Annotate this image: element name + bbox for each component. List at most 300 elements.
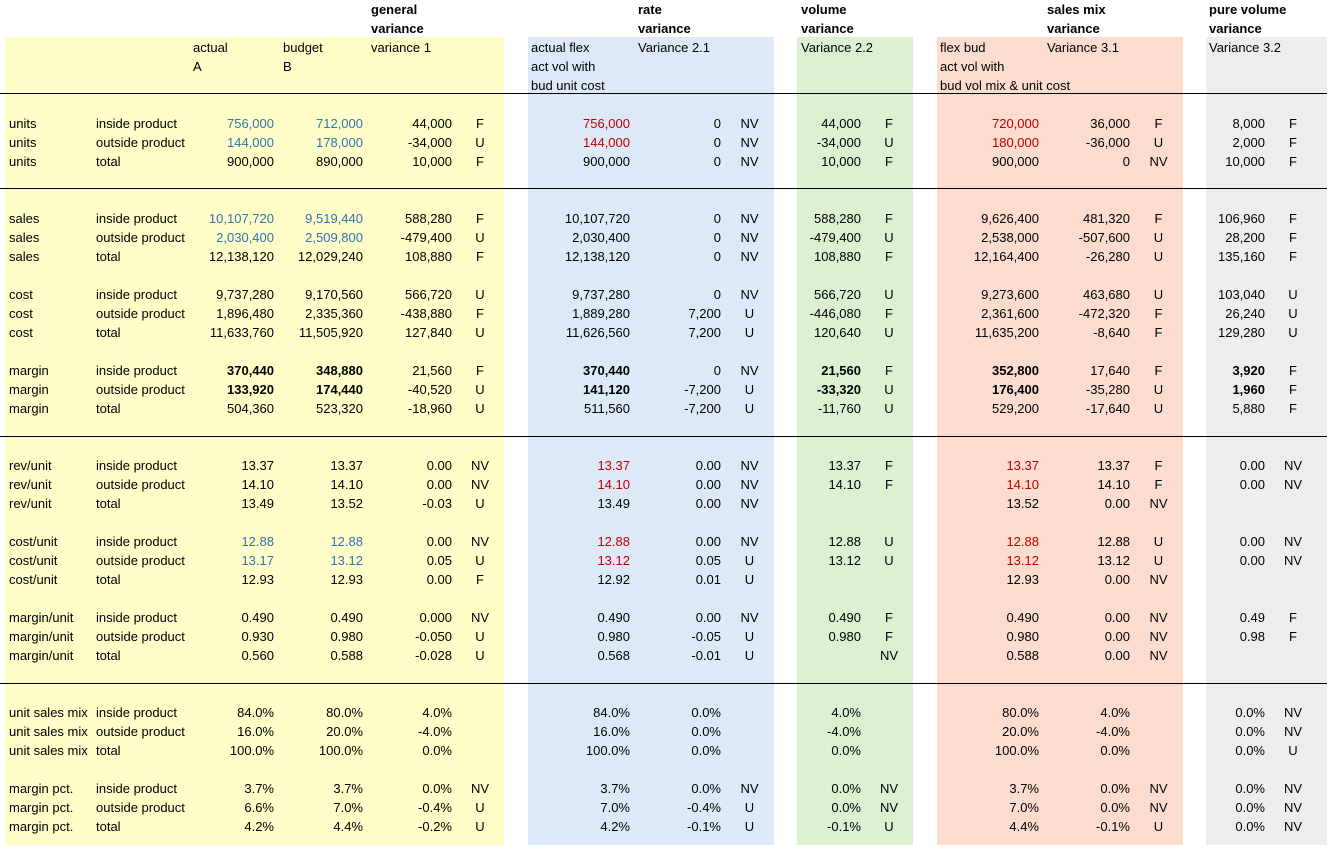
cell-label[interactable]: rev/unit: [9, 496, 52, 511]
cell-actual[interactable]: 13.37: [241, 458, 274, 473]
cell-actual[interactable]: 756,000: [227, 116, 274, 131]
cell-var32[interactable]: 26,240: [1225, 306, 1265, 321]
cell-var31[interactable]: -0.1%: [1096, 819, 1130, 834]
cell-budget[interactable]: 7.0%: [333, 800, 363, 815]
cell-actual[interactable]: 6.6%: [244, 800, 274, 815]
cell-var31[interactable]: -472,320: [1078, 306, 1130, 321]
cell-var31fl[interactable]: F: [1154, 363, 1163, 378]
header-cell[interactable]: volume: [801, 2, 847, 17]
cell-actual[interactable]: 2,030,400: [216, 230, 274, 245]
cell-var32fl[interactable]: F: [1289, 382, 1297, 397]
cell-label[interactable]: cost: [9, 287, 33, 302]
cell-label[interactable]: margin: [9, 401, 49, 416]
cell-label[interactable]: units: [9, 154, 37, 169]
cell-var21fl[interactable]: NV: [740, 534, 759, 549]
cell-flexbud[interactable]: 2,538,000: [981, 230, 1039, 245]
cell-var21fl[interactable]: NV: [740, 781, 759, 796]
cell-var31fl[interactable]: F: [1154, 116, 1163, 131]
cell-product[interactable]: outside product: [96, 230, 185, 245]
cell-var21[interactable]: 0.00: [695, 477, 721, 492]
cell-var1[interactable]: -0.028: [415, 648, 452, 663]
cell-product[interactable]: inside product: [96, 458, 177, 473]
cell-var21fl[interactable]: NV: [740, 496, 759, 511]
cell-var22[interactable]: [797, 646, 861, 665]
cell-var32fl[interactable]: NV: [1283, 458, 1303, 473]
cell-var1fl[interactable]: F: [476, 116, 484, 131]
cell-flex[interactable]: 13.12: [597, 553, 630, 568]
header-cell[interactable]: Variance 3.1: [1047, 40, 1120, 55]
header-cell[interactable]: bud vol mix & unit cost: [940, 78, 1071, 93]
cell-var21fl[interactable]: U: [744, 382, 755, 397]
cell-var31fl[interactable]: F: [1154, 306, 1163, 321]
cell-var22fl[interactable]: U: [884, 553, 894, 568]
cell-product[interactable]: outside product: [96, 800, 185, 815]
cell-budget[interactable]: 9,519,440: [305, 211, 363, 226]
header-cell[interactable]: actual flex: [531, 40, 590, 55]
cell-var22fl[interactable]: [865, 494, 913, 513]
cell-budget[interactable]: 12.93: [330, 572, 363, 587]
cell-var32fl[interactable]: F: [1289, 211, 1297, 226]
cell-var22[interactable]: 21,560: [821, 363, 861, 378]
cell-var21fl[interactable]: U: [744, 553, 755, 568]
cell-product[interactable]: inside product: [96, 116, 177, 131]
cell-var31fl[interactable]: U: [1153, 534, 1164, 549]
cell-flex[interactable]: 84.0%: [593, 705, 630, 720]
header-cell[interactable]: bud unit cost: [531, 78, 605, 93]
cell-var21fl[interactable]: NV: [740, 230, 759, 245]
cell-var22fl[interactable]: U: [884, 534, 894, 549]
cell-flex[interactable]: 12,138,120: [564, 249, 630, 264]
cell-var1fl[interactable]: F: [476, 211, 484, 226]
cell-flexbud[interactable]: 9,626,400: [981, 211, 1039, 226]
cell-var1[interactable]: -18,960: [407, 401, 452, 416]
cell-flexbud[interactable]: 100.0%: [994, 743, 1039, 758]
cell-label[interactable]: margin pct.: [9, 800, 74, 815]
cell-actual[interactable]: 370,440: [227, 363, 274, 378]
cell-flex[interactable]: 12.92: [597, 572, 630, 587]
cell-var32[interactable]: 0.0%: [1235, 819, 1265, 834]
cell-var1fl[interactable]: [456, 741, 504, 760]
cell-var21[interactable]: 0: [713, 116, 721, 131]
cell-actual[interactable]: 13.17: [241, 553, 274, 568]
cell-var32fl[interactable]: NV: [1283, 553, 1303, 568]
header-cell[interactable]: B: [283, 59, 292, 74]
cell-var21[interactable]: 0: [713, 211, 721, 226]
cell-var21fl[interactable]: U: [744, 572, 755, 587]
cell-var31[interactable]: -4.0%: [1096, 724, 1130, 739]
cell-var22[interactable]: 120,640: [814, 325, 861, 340]
cell-flexbud[interactable]: 80.0%: [1002, 705, 1039, 720]
cell-var22fl[interactable]: U: [884, 230, 894, 245]
cell-label[interactable]: cost/unit: [9, 572, 58, 587]
cell-var22fl[interactable]: F: [885, 249, 893, 264]
cell-var1fl[interactable]: F: [476, 363, 484, 378]
cell-budget[interactable]: 2,335,360: [305, 306, 363, 321]
cell-var22fl[interactable]: NV: [879, 800, 899, 815]
cell-var22fl[interactable]: F: [885, 629, 893, 644]
cell-var31[interactable]: 0.0%: [1100, 743, 1130, 758]
cell-var1fl[interactable]: NV: [470, 610, 490, 625]
cell-var21[interactable]: -0.4%: [687, 800, 721, 815]
cell-product[interactable]: inside product: [96, 363, 177, 378]
cell-var21[interactable]: 0: [713, 287, 721, 302]
cell-var21fl[interactable]: NV: [740, 287, 759, 302]
cell-product[interactable]: outside product: [96, 477, 185, 492]
cell-var32fl[interactable]: U: [1288, 743, 1298, 758]
cell-flex[interactable]: 0.490: [597, 610, 630, 625]
cell-var22[interactable]: -34,000: [816, 135, 861, 150]
cell-var1fl[interactable]: NV: [470, 781, 490, 796]
cell-var21fl[interactable]: [725, 741, 774, 760]
cell-var31fl[interactable]: U: [1153, 553, 1164, 568]
cell-budget[interactable]: 712,000: [316, 116, 363, 131]
cell-var22[interactable]: [797, 570, 861, 589]
cell-var31fl[interactable]: U: [1153, 230, 1164, 245]
header-cell[interactable]: sales mix: [1047, 2, 1106, 17]
cell-actual[interactable]: 16.0%: [237, 724, 274, 739]
cell-product[interactable]: inside product: [96, 287, 177, 302]
cell-var31[interactable]: 0.00: [1104, 610, 1130, 625]
cell-flexbud[interactable]: 176,400: [992, 382, 1039, 397]
cell-label[interactable]: unit sales mix: [9, 743, 88, 758]
cell-var1fl[interactable]: F: [476, 154, 484, 169]
cell-var1[interactable]: 0.05: [426, 553, 452, 568]
cell-var1[interactable]: 0.0%: [422, 781, 452, 796]
cell-var1fl[interactable]: U: [475, 382, 485, 397]
cell-product[interactable]: total: [96, 249, 121, 264]
cell-var31[interactable]: 0.00: [1104, 496, 1130, 511]
cell-var22fl[interactable]: F: [885, 211, 893, 226]
cell-budget[interactable]: 890,000: [316, 154, 363, 169]
cell-var22fl[interactable]: F: [885, 306, 893, 321]
cell-var1[interactable]: 108,880: [405, 249, 452, 264]
cell-flexbud[interactable]: 720,000: [992, 116, 1039, 131]
cell-flex[interactable]: 900,000: [583, 154, 630, 169]
cell-var21fl[interactable]: NV: [740, 154, 759, 169]
cell-var1fl[interactable]: F: [476, 249, 484, 264]
cell-var31fl[interactable]: NV: [1149, 781, 1168, 796]
cell-budget[interactable]: 0.588: [330, 648, 363, 663]
cell-var22fl[interactable]: F: [885, 610, 893, 625]
cell-flexbud[interactable]: 0.980: [1006, 629, 1039, 644]
cell-var32fl[interactable]: F: [1289, 401, 1297, 416]
cell-var32[interactable]: 28,200: [1225, 230, 1265, 245]
cell-actual[interactable]: 12,138,120: [208, 249, 274, 264]
header-cell[interactable]: variance: [1209, 21, 1262, 36]
cell-flex[interactable]: 9,737,280: [572, 287, 630, 302]
cell-var21[interactable]: 0.0%: [691, 724, 721, 739]
cell-var21fl[interactable]: U: [744, 306, 755, 321]
cell-flex[interactable]: 756,000: [583, 116, 630, 131]
cell-var32[interactable]: 129,280: [1218, 325, 1265, 340]
cell-flex[interactable]: 4.2%: [600, 819, 630, 834]
cell-var32fl[interactable]: U: [1288, 306, 1298, 321]
cell-var22fl[interactable]: U: [884, 135, 894, 150]
cell-flex[interactable]: 144,000: [583, 135, 630, 150]
cell-var21[interactable]: -7,200: [684, 382, 721, 397]
cell-var1fl[interactable]: [456, 722, 504, 741]
cell-var31fl[interactable]: NV: [1149, 610, 1168, 625]
cell-actual[interactable]: 133,920: [227, 382, 274, 397]
cell-var32[interactable]: 2,000: [1232, 135, 1265, 150]
cell-var1fl[interactable]: U: [475, 325, 485, 340]
cell-var32[interactable]: 0.0%: [1235, 781, 1265, 796]
header-cell[interactable]: actual: [193, 40, 228, 55]
cell-var21fl[interactable]: U: [744, 325, 755, 340]
cell-actual[interactable]: 11,633,760: [209, 325, 274, 340]
cell-flex[interactable]: 14.10: [597, 477, 630, 492]
cell-var1fl[interactable]: NV: [470, 534, 490, 549]
cell-var1fl[interactable]: F: [476, 572, 484, 587]
cell-flexbud[interactable]: 14.10: [1006, 477, 1039, 492]
cell-actual[interactable]: 12.93: [241, 572, 274, 587]
cell-var31[interactable]: -35,280: [1085, 382, 1130, 397]
cell-flexbud[interactable]: 0.588: [1006, 648, 1039, 663]
header-cell[interactable]: act vol with: [940, 59, 1005, 74]
cell-budget[interactable]: 174,440: [316, 382, 363, 397]
cell-flexbud[interactable]: 0.490: [1006, 610, 1039, 625]
cell-var32[interactable]: 0.0%: [1235, 743, 1265, 758]
cell-var31[interactable]: 12.88: [1097, 534, 1130, 549]
cell-flexbud[interactable]: 529,200: [992, 401, 1039, 416]
cell-var31fl[interactable]: F: [1154, 477, 1163, 492]
cell-actual[interactable]: 100.0%: [229, 743, 274, 758]
cell-var32[interactable]: [1206, 570, 1265, 589]
cell-var21[interactable]: 7,200: [688, 306, 721, 321]
cell-var22[interactable]: -4.0%: [827, 724, 861, 739]
cell-product[interactable]: total: [96, 648, 121, 663]
cell-var32fl[interactable]: F: [1289, 629, 1297, 644]
cell-var21fl[interactable]: NV: [740, 363, 759, 378]
cell-label[interactable]: margin/unit: [9, 629, 74, 644]
cell-var21[interactable]: 0.00: [695, 496, 721, 511]
cell-var32fl[interactable]: F: [1289, 610, 1297, 625]
cell-product[interactable]: total: [96, 743, 121, 758]
cell-var32[interactable]: 0.00: [1239, 534, 1265, 549]
cell-var32fl[interactable]: F: [1289, 249, 1297, 264]
cell-budget[interactable]: 13.12: [330, 553, 363, 568]
cell-var21[interactable]: 0: [713, 249, 721, 264]
cell-var21fl[interactable]: U: [744, 648, 755, 663]
cell-var31[interactable]: 0.00: [1104, 648, 1130, 663]
cell-var22[interactable]: -11,760: [817, 401, 861, 416]
cell-actual[interactable]: 4.2%: [244, 819, 274, 834]
header-cell[interactable]: variance: [1047, 21, 1100, 36]
cell-var22[interactable]: 13.37: [828, 458, 861, 473]
cell-label[interactable]: margin: [9, 382, 49, 397]
cell-label[interactable]: sales: [9, 249, 40, 264]
cell-var22fl[interactable]: U: [884, 819, 894, 834]
cell-var32[interactable]: [1206, 646, 1265, 665]
cell-var22fl[interactable]: NV: [879, 781, 899, 796]
cell-var22[interactable]: 13.12: [828, 553, 861, 568]
cell-var31fl[interactable]: NV: [1149, 572, 1168, 587]
cell-var22[interactable]: 44,000: [821, 116, 861, 131]
cell-var22fl[interactable]: F: [885, 154, 893, 169]
cell-var32fl[interactable]: F: [1289, 154, 1297, 169]
header-cell[interactable]: act vol with: [531, 59, 596, 74]
cell-budget[interactable]: 178,000: [316, 135, 363, 150]
cell-var31[interactable]: -507,600: [1078, 230, 1130, 245]
cell-var21[interactable]: -0.01: [691, 648, 721, 663]
cell-var1[interactable]: 566,720: [405, 287, 452, 302]
cell-var32fl[interactable]: F: [1289, 230, 1297, 245]
cell-flex[interactable]: 3.7%: [600, 781, 630, 796]
cell-var22[interactable]: 12.88: [828, 534, 861, 549]
cell-flex[interactable]: 141,120: [583, 382, 630, 397]
cell-flexbud[interactable]: 4.4%: [1009, 819, 1039, 834]
cell-var22[interactable]: 108,880: [814, 249, 861, 264]
cell-var31fl[interactable]: F: [1154, 458, 1163, 473]
cell-var22[interactable]: 4.0%: [831, 705, 861, 720]
cell-product[interactable]: total: [96, 819, 121, 834]
cell-actual[interactable]: 0.490: [241, 610, 274, 625]
cell-budget[interactable]: 348,880: [316, 363, 363, 378]
cell-var21[interactable]: 0: [713, 154, 721, 169]
cell-var22fl[interactable]: U: [884, 325, 894, 340]
cell-label[interactable]: sales: [9, 211, 40, 226]
cell-var22[interactable]: 0.0%: [831, 781, 861, 796]
cell-var31[interactable]: 0: [1122, 154, 1130, 169]
cell-flex[interactable]: 7.0%: [600, 800, 630, 815]
cell-var1fl[interactable]: U: [475, 819, 485, 834]
header-cell[interactable]: budget: [283, 40, 323, 55]
cell-product[interactable]: outside product: [96, 724, 185, 739]
cell-var21[interactable]: -0.1%: [687, 819, 721, 834]
cell-var22fl[interactable]: U: [884, 382, 894, 397]
cell-var31[interactable]: 0.0%: [1100, 781, 1130, 796]
cell-var31fl[interactable]: U: [1153, 249, 1164, 264]
cell-var21fl[interactable]: NV: [740, 249, 759, 264]
cell-budget[interactable]: 12.88: [330, 534, 363, 549]
cell-var32fl[interactable]: [1269, 646, 1317, 665]
cell-var31[interactable]: 0.0%: [1100, 800, 1130, 815]
cell-var1[interactable]: 0.0%: [422, 743, 452, 758]
cell-var1[interactable]: 0.00: [426, 477, 452, 492]
cell-flexbud[interactable]: 12.88: [1006, 534, 1039, 549]
header-cell[interactable]: flex bud: [940, 40, 986, 55]
cell-var1[interactable]: -40,520: [407, 382, 452, 397]
cell-label[interactable]: unit sales mix: [9, 705, 88, 720]
cell-flexbud[interactable]: 352,800: [992, 363, 1039, 378]
cell-label[interactable]: margin/unit: [9, 648, 74, 663]
cell-var21fl[interactable]: U: [744, 401, 755, 416]
cell-var21[interactable]: 0.00: [695, 458, 721, 473]
cell-flex[interactable]: 10,107,720: [564, 211, 630, 226]
cell-budget[interactable]: 20.0%: [326, 724, 363, 739]
cell-label[interactable]: margin/unit: [9, 610, 74, 625]
cell-actual[interactable]: 14.10: [241, 477, 274, 492]
cell-actual[interactable]: 144,000: [227, 135, 274, 150]
cell-var32[interactable]: 103,040: [1218, 287, 1265, 302]
cell-var32fl[interactable]: NV: [1283, 477, 1303, 492]
cell-var32fl[interactable]: NV: [1283, 800, 1303, 815]
cell-var31fl[interactable]: F: [1154, 211, 1163, 226]
cell-var22[interactable]: 0.490: [828, 610, 861, 625]
cell-var22[interactable]: -446,080: [809, 306, 861, 321]
cell-label[interactable]: sales: [9, 230, 40, 245]
cell-var32[interactable]: 0.0%: [1235, 800, 1265, 815]
cell-var21[interactable]: 0.0%: [691, 781, 721, 796]
cell-actual[interactable]: 84.0%: [237, 705, 274, 720]
cell-var31[interactable]: -8,640: [1093, 325, 1130, 340]
cell-var21[interactable]: 7,200: [688, 325, 721, 340]
header-cell[interactable]: variance: [638, 21, 691, 36]
header-cell[interactable]: Variance 3.2: [1209, 40, 1282, 55]
cell-var1[interactable]: -0.4%: [418, 800, 452, 815]
cell-actual[interactable]: 0.930: [241, 629, 274, 644]
cell-var31fl[interactable]: NV: [1149, 648, 1168, 663]
cell-var1fl[interactable]: U: [475, 401, 485, 416]
cell-var22fl[interactable]: U: [884, 287, 894, 302]
cell-budget[interactable]: 11,505,920: [298, 325, 363, 340]
cell-var22fl[interactable]: F: [885, 363, 893, 378]
cell-var1fl[interactable]: [456, 703, 504, 722]
cell-var31fl[interactable]: U: [1153, 819, 1164, 834]
cell-var22[interactable]: [797, 494, 861, 513]
cell-var21[interactable]: 0.00: [695, 610, 721, 625]
cell-var32fl[interactable]: [1269, 494, 1317, 513]
cell-flex[interactable]: 12.88: [597, 534, 630, 549]
cell-var22[interactable]: 588,280: [814, 211, 861, 226]
cell-product[interactable]: inside product: [96, 610, 177, 625]
cell-flex[interactable]: 100.0%: [585, 743, 630, 758]
cell-budget[interactable]: 100.0%: [318, 743, 363, 758]
cell-flex[interactable]: 2,030,400: [572, 230, 630, 245]
cell-flexbud[interactable]: 11,635,200: [974, 325, 1039, 340]
cell-var1fl[interactable]: NV: [470, 458, 490, 473]
cell-var1[interactable]: 0.000: [419, 610, 452, 625]
cell-flexbud[interactable]: 13.37: [1006, 458, 1039, 473]
cell-var21[interactable]: -7,200: [684, 401, 721, 416]
cell-var1[interactable]: 21,560: [412, 363, 452, 378]
cell-var21[interactable]: 0: [713, 230, 721, 245]
cell-var21[interactable]: 0.00: [695, 534, 721, 549]
cell-var22[interactable]: 14.10: [828, 477, 861, 492]
cell-var31[interactable]: -26,280: [1085, 249, 1130, 264]
cell-var22fl[interactable]: [865, 703, 913, 722]
cell-var21[interactable]: 0.05: [695, 553, 721, 568]
cell-flexbud[interactable]: 180,000: [992, 135, 1039, 150]
cell-var1[interactable]: 0.00: [426, 572, 452, 587]
cell-var1fl[interactable]: U: [475, 648, 485, 663]
cell-product[interactable]: outside product: [96, 135, 185, 150]
cell-actual[interactable]: 504,360: [227, 401, 274, 416]
cell-var21fl[interactable]: NV: [740, 477, 759, 492]
cell-flexbud[interactable]: 3.7%: [1009, 781, 1039, 796]
cell-actual[interactable]: 1,896,480: [216, 306, 274, 321]
cell-product[interactable]: total: [96, 154, 121, 169]
cell-var32[interactable]: 0.0%: [1235, 705, 1265, 720]
cell-flex[interactable]: 11,626,560: [565, 325, 630, 340]
cell-label[interactable]: unit sales mix: [9, 724, 88, 739]
cell-var31fl[interactable]: NV: [1149, 800, 1168, 815]
cell-var31fl[interactable]: [1134, 741, 1183, 760]
cell-var32fl[interactable]: NV: [1283, 534, 1303, 549]
cell-product[interactable]: inside product: [96, 211, 177, 226]
cell-var32fl[interactable]: NV: [1283, 724, 1303, 739]
cell-var21[interactable]: 0.01: [695, 572, 721, 587]
cell-var22fl[interactable]: F: [885, 116, 893, 131]
cell-var1fl[interactable]: U: [475, 230, 485, 245]
cell-var32[interactable]: 0.98: [1239, 629, 1265, 644]
cell-actual[interactable]: 10,107,720: [208, 211, 274, 226]
cell-var1[interactable]: -438,880: [400, 306, 452, 321]
cell-var22[interactable]: 10,000: [821, 154, 861, 169]
cell-flex[interactable]: 16.0%: [593, 724, 630, 739]
cell-var1[interactable]: 0.00: [426, 458, 452, 473]
cell-budget[interactable]: 12,029,240: [297, 249, 363, 264]
